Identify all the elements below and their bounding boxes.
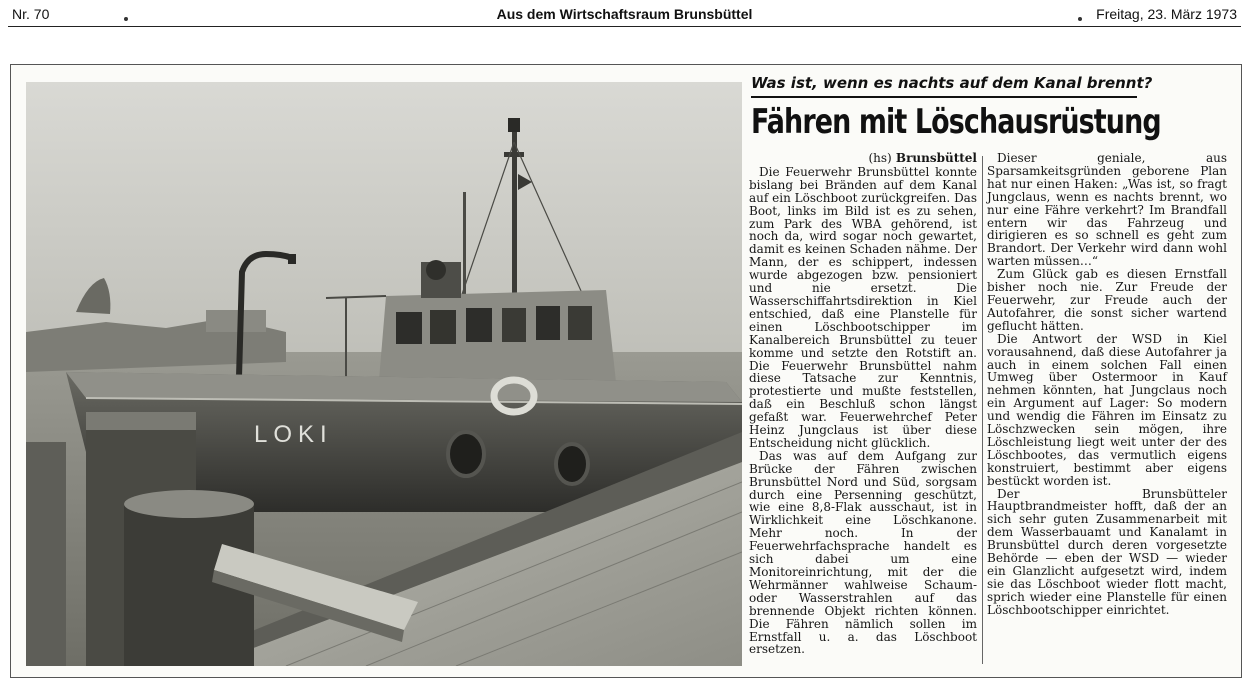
article-headline: Fähren mit Löschausrüstung	[751, 102, 1161, 142]
boat-name-label: LOKI	[254, 421, 333, 448]
byline	[749, 152, 977, 165]
article-column-1	[749, 152, 977, 656]
paragraph: Das was auf dem Aufgang zur Brücke der Fähren zwischen Brunsbüttel Nord und Süd, sorgsam durch eine Persenning geschützt, wie eine 8,8-Flak ausschaut, ist in Wirklichkeit eine Löschkanone. Mehr noch. In der Feuerwehrfachsprache handelt es sich dabei um eine Monitoreinrichtung, mit der die Wehrmänner wahlweise Schaum- oder Wasserstrahlen auf das brennende Objekt richten können. Die Fähren nämlich sollen im Ernstfall u. a. das Löschboot ersetzen.	[749, 448, 977, 657]
column-separator	[982, 156, 983, 664]
paragraph: Die Feuerwehr Brunsbüttel konnte bislang bei Bränden auf dem Kanal auf ein Löschboot zurückgreifen. Das Boot, links im Bild ist es zu sehen, zum Park des WBA gehörend, ist noch da, wird sogar noch gewartet, damit es keinen Schaden nähme. Der Mann, der es schippert, indessen wurde abgezogen bzw. pensioniert und nie ersetzt. Die Wasserschiffahrtsdirektion in Kiel entschied, daß eine Planstelle für einen Löschbootschipper im Kanalbereich Brunsbüttel zu teuer komme und setzte den Rotstift an. Die Feuerwehr Brunsbüttel nahm diese Tatsache zur Kenntnis, protestierte und mußte feststellen, daß ein Beschluß schon längst gefaßt war. Feuerwehrchef Peter Heinz Jungclaus ist über diese Entscheidung nicht glücklich.	[749, 164, 977, 450]
paragraph: Die Antwort der WSD in Kiel vorausahnend, daß diese Autofahrer ja auch in einem solchen Fall einen Umweg über Ostermoor in Kauf nehmen könnten, hat Jungclaus noch ein Argument auf Lager: So modern und wendig die Fähren im Einsatz zu Löschzwecken sein mögen, ihre Löschleistung liegt weit unter der des Löschbootes, das vermutlich eigens konstruiert, bestimmt aber eigens bestückt worden ist.	[987, 331, 1227, 488]
article-kicker: Was ist, wenn es nachts auf dem Kanal brennt?	[751, 74, 1137, 98]
article-photo	[26, 82, 742, 666]
issue-date: Freitag, 23. März 1973	[1096, 6, 1237, 22]
dateline: Brunsbüttel	[895, 151, 977, 165]
author-initials: (hs)	[868, 151, 892, 165]
paragraph: Zum Glück gab es diesen Ernstfall bisher noch nie. Zur Freude der Feuerwehr, zur Freude auch der Autofahrer, die sonst sicher wartend geflucht hätten.	[987, 267, 1227, 333]
masthead-rule	[8, 26, 1241, 27]
boat-photo-illustration	[26, 82, 742, 666]
paragraph: Der Brunsbütteler Hauptbrandmeister hofft, daß der an sich sehr guten Zusammenarbeit mit dem Wasserbauamt und Kanalamt in Brunsbüttel durch deren vorgesetzte Behörde — eben der WSD — wieder ein Glanzlicht aufgesetzt wird, indem sie das Löschboot wieder flott macht, sprich wieder eine Planstelle für einen Löschbootschipper einrichtet.	[987, 486, 1227, 617]
margin-dot	[124, 17, 128, 21]
paragraph: Dieser geniale, aus Sparsamkeitsgründen geborene Plan hat nur einen Haken: „Was ist, so fragt Jungclaus, wenn es nachts brennt, wo nur eine Fähre verkehrt? Im Brandfall entern wir das Fahrzeug und dirigieren es so schnell es geht zum Brandort. Der Verkehr wird dann wohl warten müssen…“	[987, 151, 1227, 269]
article-column-2	[987, 152, 1227, 617]
margin-dot	[1078, 17, 1082, 21]
page-number: Nr. 70	[12, 6, 50, 22]
section-title: Aus dem Wirtschaftsraum Brunsbüttel	[496, 6, 753, 22]
masthead	[8, 4, 1241, 26]
